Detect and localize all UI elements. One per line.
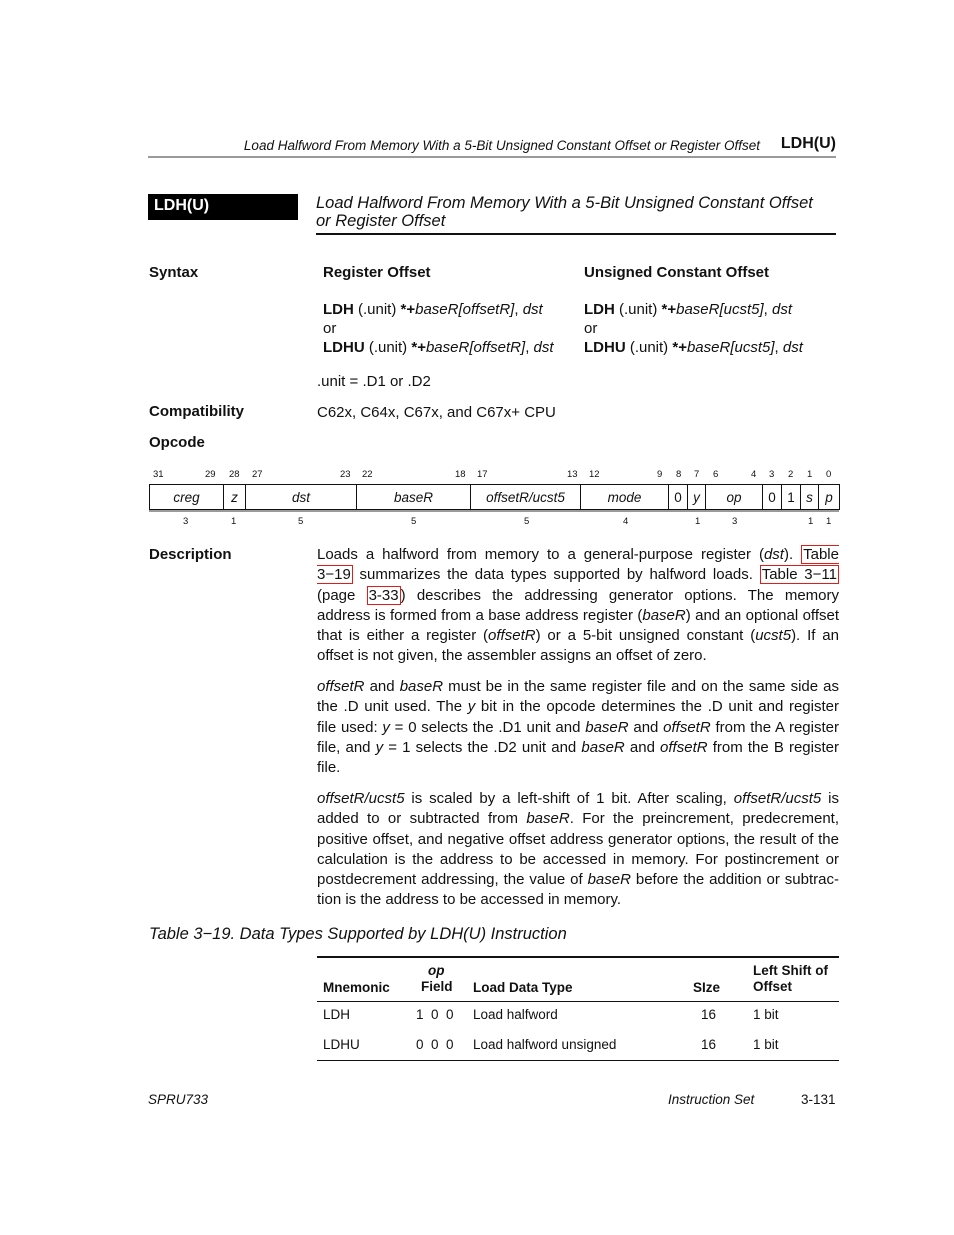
field-width: 1: [695, 516, 701, 527]
cell-op: 1 0 0: [416, 1007, 454, 1022]
bit-number: 29: [205, 469, 216, 480]
bit-number: 18: [455, 469, 466, 480]
instruction-title: [316, 194, 836, 235]
cell-size: 16: [701, 1037, 717, 1052]
page-3-33-link[interactable]: 3-33: [368, 586, 399, 604]
syntax-line: LDHU (.unit) *+baseR[ucst5], dst: [584, 339, 803, 356]
field-width: 1: [231, 516, 237, 527]
instruction-title-line2: or Register Offset: [316, 212, 446, 230]
column-header-op: op: [428, 963, 445, 978]
opcode-field-s: s: [801, 485, 819, 510]
constant-offset-heading: Unsigned Constant Offset: [584, 264, 770, 281]
table-3-19-link[interactable]: Table 3−19: [317, 546, 839, 584]
bit-number: 13: [567, 469, 578, 480]
bit-number: 23: [340, 469, 351, 480]
cell-op: 0 0 0: [416, 1037, 454, 1052]
footer-page-number: 3-131: [801, 1092, 836, 1107]
opcode-field-table: [149, 484, 840, 510]
syntax-line: LDH (.unit) *+baseR[ucst5], dst: [584, 301, 793, 318]
opcode-field-op: op: [706, 485, 763, 510]
syntax-or: or: [584, 320, 598, 337]
field-width: 1: [826, 516, 832, 527]
syntax-line: LDHU (.unit) *+baseR[offsetR], dst: [323, 339, 554, 356]
cell-mnemonic: LDHU: [323, 1037, 360, 1052]
description-paragraph-2: offsetR and baseR must be in the same register file and on the same side as the .D unit used. The y bit in the opcode determines the .D unit and register file used: y = 0 selects the .D1 unit and baseR and offsetR from the A register file, and y = 1 selects the .D2 unit and baseR and offsetR from the B register file.: [317, 678, 839, 777]
opcode-field-bit3: 0: [763, 485, 782, 510]
register-offset-heading: Register Offset: [323, 264, 431, 281]
opcode-field-creg: creg: [150, 485, 224, 510]
description-paragraph-3: offsetR/ucst5 is scaled by a left-shift of 1 bit. After scaling, offsetR/ucst5 is added to or subtracted from baseR. For the preincrement, predecrement, positive offset, and negative offset address generator options, the result of the calculation is the address to be accessed in memory. For postincrement or postdecrement addressing, the value of baseR before the addition or subtrac-tion is the address to be accessed in memory.: [317, 790, 840, 909]
bit-number: 1: [807, 469, 813, 480]
compatibility-value: C62x, C64x, C67x, and C67x+ CPU: [317, 404, 556, 421]
footer-doc-id: SPRU733: [148, 1092, 209, 1107]
bit-number: 7: [694, 469, 700, 480]
cell-mnemonic: LDH: [323, 1007, 351, 1022]
bit-number: 9: [657, 469, 663, 480]
constant-offset-syntax: [584, 300, 803, 357]
compatibility-label: Compatibility: [149, 403, 245, 420]
column-header-shift-line1: Left Shift of: [753, 963, 828, 978]
table-row: [317, 1007, 839, 1029]
bit-number: 17: [477, 469, 488, 480]
bit-number: 0: [826, 469, 832, 480]
field-width: 4: [623, 516, 629, 527]
register-offset-syntax: [323, 300, 554, 357]
opcode-field-z: z: [224, 485, 246, 510]
syntax-or: or: [323, 320, 337, 337]
column-header-field: Field: [421, 979, 453, 994]
opcode-field-bit2: 1: [782, 485, 801, 510]
bit-number: 2: [788, 469, 794, 480]
opcode-field-dst: dst: [246, 485, 357, 510]
field-width: 5: [524, 516, 530, 527]
column-header-load-type: Load Data Type: [473, 980, 573, 995]
opcode-field-offset: offsetR/ucst5: [471, 485, 581, 510]
description-label: Description: [149, 546, 232, 563]
opcode-label: Opcode: [149, 434, 205, 451]
syntax-label: Syntax: [149, 264, 199, 281]
field-width: 1: [808, 516, 814, 527]
instruction-title-box: [148, 194, 298, 220]
bit-number: 22: [362, 469, 373, 480]
bit-number: 3: [769, 469, 775, 480]
column-header-shift-line2: Offset: [753, 979, 793, 994]
cell-shift: 1 bit: [753, 1037, 779, 1052]
bit-number: 12: [589, 469, 600, 480]
footer-section: Instruction Set: [668, 1092, 755, 1107]
table-3-11-link[interactable]: Table 3−11: [761, 566, 837, 584]
column-header-size: SIze: [693, 980, 721, 995]
bit-number: 28: [229, 469, 240, 480]
bit-number: 31: [153, 469, 164, 480]
table-row: [317, 1037, 839, 1059]
running-title: Load Halfword From Memory With a 5-Bit Unsigned Constant Offset or Register Offset: [243, 138, 760, 153]
table-caption: Table 3−19. Data Types Supported by LDH(U) Instruction: [149, 925, 567, 943]
cell-shift: 1 bit: [753, 1007, 779, 1022]
unit-note: .unit = .D1 or .D2: [317, 373, 431, 390]
syntax-line: LDH (.unit) *+baseR[offsetR], dst: [323, 301, 543, 318]
opcode-underline: [149, 510, 839, 512]
table-header-rule: [317, 1001, 839, 1002]
bit-number: 4: [751, 469, 757, 480]
column-header-mnemonic: Mnemonic: [323, 980, 390, 995]
opcode-field-y: y: [688, 485, 706, 510]
opcode-field-baser: baseR: [357, 485, 471, 510]
bit-number: 8: [676, 469, 682, 480]
opcode-field-mode: mode: [581, 485, 669, 510]
bit-number: 27: [252, 469, 263, 480]
instruction-mnemonic: LDH(U): [154, 197, 210, 214]
cell-load-type: Load halfword unsigned: [473, 1037, 617, 1052]
field-width: 3: [183, 516, 189, 527]
bit-number: 6: [713, 469, 719, 480]
data-types-table: [317, 956, 839, 1061]
opcode-field-bit6: 0: [669, 485, 688, 510]
field-width: 3: [732, 516, 738, 527]
description-paragraph-1: Loads a halfword from memory to a general-purpose register (dst). Table 3−19 summarizes the data types supported by halfword loads. Table 3−11 (page 3-33 ) describes the addressing generator options. The memory address is formed from a base address register (baseR) and an optional offset that is either a register (offsetR) or a 5-bit unsigned constant (ucst5). If an offset is not given, the assembler assigns an offset of zero.: [317, 546, 839, 665]
cell-size: 16: [701, 1007, 717, 1022]
running-mnemonic: LDH(U): [780, 135, 836, 152]
opcode-field-p: p: [819, 485, 840, 510]
instruction-title-line1: Load Halfword From Memory With a 5-Bit Unsigned Constant Offset: [316, 194, 813, 212]
field-width: 5: [298, 516, 304, 527]
field-width: 5: [411, 516, 417, 527]
running-header: [148, 130, 836, 158]
cell-load-type: Load halfword: [473, 1007, 558, 1022]
